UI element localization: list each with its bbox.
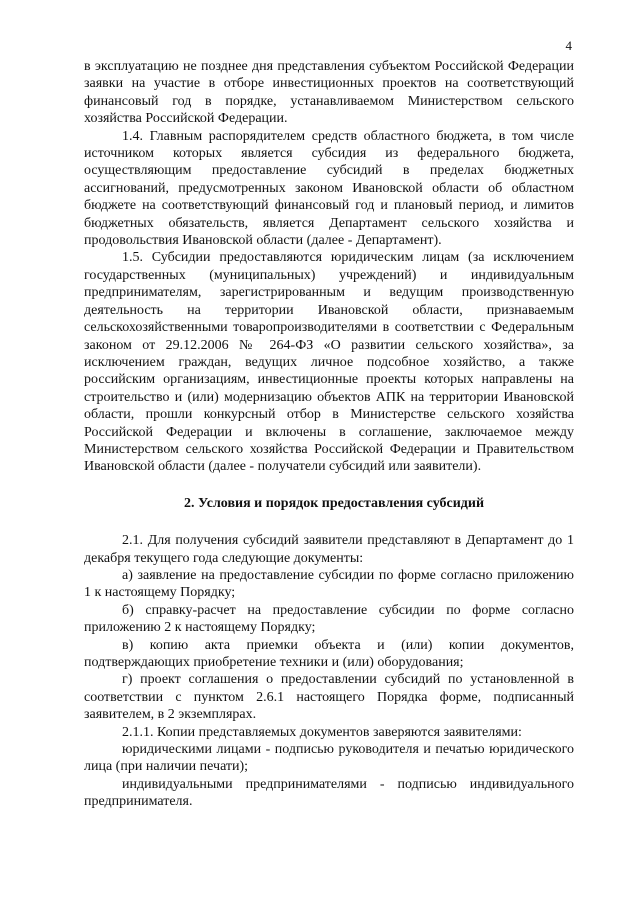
- paragraph-continuation: в эксплуатацию не позднее дня представления субъектом Российской Федерации заявки на участие в отборе инвестиционных проектов на соответствующий финансовый год в порядке, устанавливаемом Министерством сельского хозяйства Российской Федерации.: [84, 59, 574, 127]
- list-item-b: б) справку-расчет на предоставление субсидии по форме согласно приложению 2 к настоящему Порядку;: [84, 602, 574, 636]
- certification-individual-entrepreneurs: индивидуальными предпринимателями - подписью индивидуального предпринимателя.: [84, 776, 574, 810]
- list-item-a: а) заявление на предоставление субсидии по форме согласно приложению 1 к настоящему Порядку;: [84, 567, 574, 601]
- list-item-g: г) проект соглашения о предоставлении субсидий по установленной в соответствии с пунктом 2.6.1 настоящего Порядка форме, подписанный заявителем, в 2 экземплярах.: [84, 672, 574, 723]
- paragraph-2-1: 2.1. Для получения субсидий заявители представляют в Департамент до 1 декабря текущего года следующие документы:: [84, 533, 574, 566]
- paragraph-1-5: 1.5. Субсидии предоставляются юридическим лицам (за исключением государственных (муниципальных) учреждений) и индивидуальным предпринимателям, зарегистрированным и ведущим производственную деятельность на территории Ивановской области, признаваемым сельскохозяйственными товаропроизводителями в соответствии с Федеральным законом от 29.12.2006 № 264-ФЗ «О развитии сельского хозяйства», за исключением граждан, ведущих личное подсобное хозяйство, а также российским организациям, инвестиционные проекты которых направлены на строительство и (или) модернизацию объектов АПК на территории Ивановской области, прошли конкурсный отбор в Министерстве сельского хозяйства Российской Федерации и включены в соглашение, заключаемое между Министерством сельского хозяйства Российской Федерации и Правительством Ивановской области (далее - получатели субсидий или заявители).: [84, 250, 574, 475]
- document-body: [84, 58, 574, 811]
- paragraph-1-4: 1.4. Главным распорядителем средств областного бюджета, в том числе источником которых является субсидия из федерального бюджета, осуществляющим предоставление субсидий в пределах бюджетных ассигнований, предусмотренных законом Ивановской области об областном бюджете на соответствующий финансовый год и плановый период, и лимитов бюджетных обязательств, является Департамент сельского хозяйства и продовольствия Ивановской области (далее - Департамент).: [84, 128, 574, 249]
- certification-legal-entities: юридическими лицами - подписью руководителя и печатью юридического лица (при наличии печати);: [84, 742, 574, 775]
- paragraph-2-1-1: 2.1.1. Копии представляемых документов заверяются заявителями:: [122, 724, 522, 740]
- section-heading: 2. Условия и порядок предоставления субсидий: [183, 495, 485, 511]
- list-item-v: в) копию акта приемки объекта и (или) копии документов, подтверждающих приобретение техники и (или) оборудования;: [84, 637, 574, 670]
- page-number: 4: [565, 38, 572, 53]
